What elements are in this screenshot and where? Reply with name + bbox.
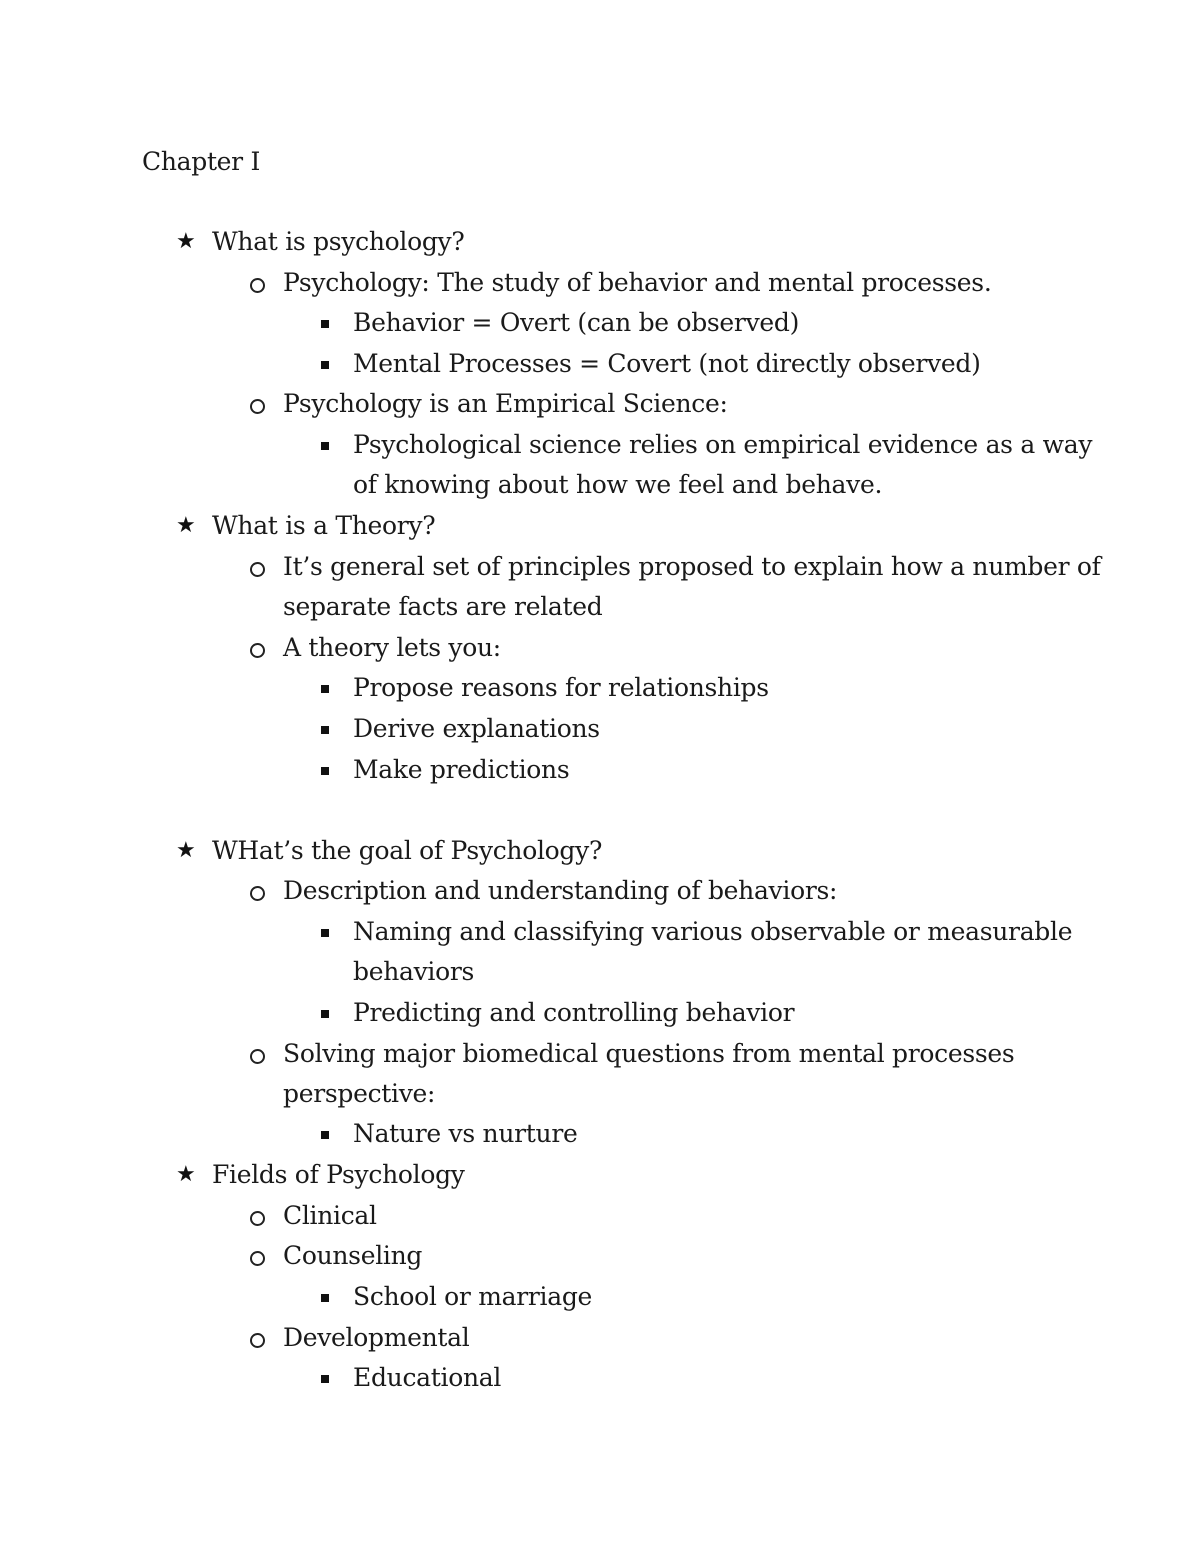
circle-bullet-icon — [250, 1211, 265, 1226]
outline-subitem: Propose reasons for relationships — [353, 673, 769, 702]
outline-subitem: Educational — [353, 1363, 502, 1392]
outline-item: Counseling — [283, 1241, 423, 1270]
outline-heading: Fields of Psychology — [212, 1160, 465, 1189]
outline-heading: What is psychology? — [212, 227, 465, 256]
outline-subitem: Behavior = Overt (can be observed) — [353, 308, 800, 337]
circle-bullet-icon — [250, 399, 265, 414]
outline-subitem: Nature vs nurture — [353, 1119, 578, 1148]
outline-subitem: School or marriage — [353, 1282, 593, 1311]
outline-subitem-continuation: behaviors — [353, 957, 475, 986]
circle-bullet-icon — [250, 1251, 265, 1266]
square-bullet-icon — [321, 1010, 329, 1018]
square-bullet-icon — [321, 726, 329, 734]
outline-item: Psychology: The study of behavior and mental processes. — [283, 268, 992, 297]
outline-item: Solving major biomedical questions from mental processes — [283, 1039, 1015, 1068]
square-bullet-icon — [321, 1131, 329, 1139]
circle-bullet-icon — [250, 643, 265, 658]
outline-subitem-continuation: of knowing about how we feel and behave. — [353, 470, 883, 499]
circle-bullet-icon — [250, 1049, 265, 1064]
outline-item-continuation: perspective: — [283, 1079, 436, 1108]
outline-subitem: Psychological science relies on empirical evidence as a way — [353, 430, 1093, 459]
outline-item: It’s general set of principles proposed to explain how a number of — [283, 552, 1101, 581]
outline-item: Developmental — [283, 1323, 470, 1352]
square-bullet-icon — [321, 1375, 329, 1383]
star-bullet-icon: ★ — [176, 513, 196, 538]
outline-heading: What is a Theory? — [212, 511, 436, 540]
square-bullet-icon — [321, 361, 329, 369]
outline-subitem: Make predictions — [353, 755, 570, 784]
square-bullet-icon — [321, 320, 329, 328]
square-bullet-icon — [321, 767, 329, 775]
outline-subitem: Predicting and controlling behavior — [353, 998, 795, 1027]
star-bullet-icon: ★ — [176, 1162, 196, 1187]
outline-item: Description and understanding of behaviors: — [283, 876, 838, 905]
square-bullet-icon — [321, 1294, 329, 1302]
square-bullet-icon — [321, 685, 329, 693]
circle-bullet-icon — [250, 886, 265, 901]
page-title: Chapter I — [142, 147, 261, 176]
circle-bullet-icon — [250, 1333, 265, 1348]
circle-bullet-icon — [250, 562, 265, 577]
star-bullet-icon: ★ — [176, 838, 196, 863]
square-bullet-icon — [321, 442, 329, 450]
outline-subitem: Derive explanations — [353, 714, 600, 743]
outline-item: A theory lets you: — [283, 633, 501, 662]
outline-subitem: Mental Processes = Covert (not directly observed) — [353, 349, 981, 378]
outline-item: Clinical — [283, 1201, 377, 1230]
outline-item-continuation: separate facts are related — [283, 592, 603, 621]
outline-item: Psychology is an Empirical Science: — [283, 389, 728, 418]
circle-bullet-icon — [250, 278, 265, 293]
square-bullet-icon — [321, 929, 329, 937]
outline-heading: WHat’s the goal of Psychology? — [212, 836, 603, 865]
star-bullet-icon: ★ — [176, 229, 196, 254]
outline-subitem: Naming and classifying various observable or measurable — [353, 917, 1073, 946]
